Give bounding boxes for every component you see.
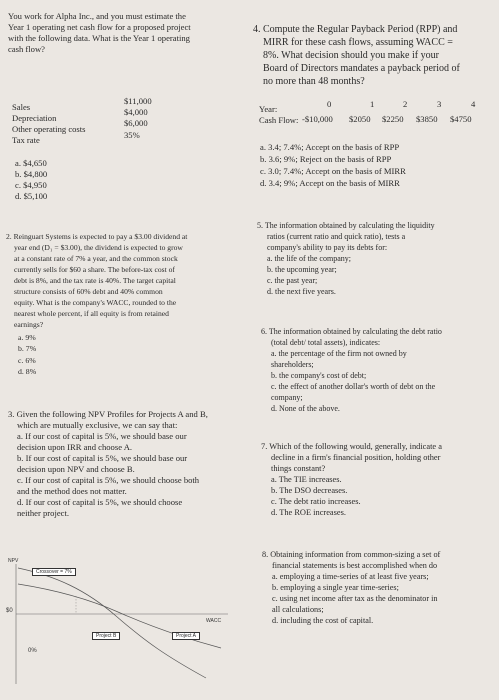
q1-table-label: Other operating costs — [12, 124, 86, 134]
q2-option: d. 8% — [18, 367, 37, 376]
q8-line: c. using net income after tax as the denominator in — [272, 594, 438, 603]
q7-line: b. The DSO decreases. — [271, 486, 348, 495]
q2-option: a. 9% — [18, 333, 36, 342]
crossover-label: Crossover = 7% — [32, 568, 76, 576]
q3-line: which are mutually exclusive, we can say that: — [17, 420, 178, 430]
npv-profile-svg — [6, 556, 234, 696]
q8-line: all calculations; — [272, 605, 324, 614]
q4-option: c. 3.0; 7.4%; Accept on the basis of MIRR — [260, 166, 406, 176]
q5-line: 5. The information obtained by calculating the liquidity — [257, 221, 435, 230]
q4-cf-label: Cash Flow: — [259, 115, 299, 125]
q6-line: b. the company's cost of debt; — [271, 371, 367, 380]
q2-line: 2. Reinguart Systems is expected to pay a $3.00 dividend at — [6, 232, 188, 241]
q4-option: b. 3.6; 9%; Reject on the basis of RPP — [260, 154, 392, 164]
q3-line: decision upon IRR and choose A. — [17, 442, 133, 452]
q7-line: c. The debt ratio increases. — [271, 497, 361, 506]
q4-option: a. 3.4; 7.4%; Accept on the basis of RPP — [260, 142, 400, 152]
q4-cash-flow: $2250 — [382, 114, 404, 124]
q7-line: d. The ROE increases. — [271, 508, 346, 517]
project-a-label: Project A — [172, 632, 200, 640]
q3-line: d. If our cost of capital is 5%, we should choose — [17, 497, 183, 507]
q5-line: ratios (current ratio and quick ratio), tests a — [267, 232, 406, 241]
q1-line: Year 1 operating net cash flow for a proposed project — [8, 22, 191, 32]
q2-line: equity. What is the company's WACC, rounded to the — [14, 298, 177, 307]
q1-option: d. $5,100 — [15, 191, 48, 201]
q1-option: a. $4,650 — [15, 158, 47, 168]
q7-line: things constant? — [271, 464, 326, 473]
q1-table-label: Sales — [12, 102, 31, 112]
q1-line: with the following data. What is the Year 1 operating — [8, 33, 190, 43]
q6-line: 6. The information obtained by calculating the debt ratio — [261, 327, 442, 336]
q6-line: a. the percentage of the firm not owned by — [271, 349, 407, 358]
q5-line: company's ability to pay its debts for: — [267, 243, 388, 252]
project-b-label: Project B — [92, 632, 120, 640]
q7-line: a. The TIE increases. — [271, 475, 342, 484]
q4-year: 1 — [370, 99, 375, 109]
q2-line: structure consists of 60% debt and 40% common — [14, 287, 163, 296]
q4-line: 4. Compute the Regular Payback Period (RPP) and — [253, 24, 458, 35]
q4-cash-flow: $2050 — [349, 114, 371, 124]
q3-line: decision upon NPV and choose B. — [17, 464, 135, 474]
q4-line: 8%. What decision should you make if your — [263, 50, 439, 61]
q4-year: 3 — [437, 99, 442, 109]
q5-line: d. the next five years. — [267, 287, 336, 296]
q2-line: year end (D₁ = $3.00), the dividend is expected to grow — [14, 243, 183, 252]
q4-line: MIRR for these cash flows, assuming WACC = — [263, 37, 453, 48]
q2-line: currently sells for $60 a share. The before-tax cost of — [14, 265, 175, 274]
x-zero-tick: 0% — [28, 648, 37, 654]
q8-line: financial statements is best accomplished when do — [272, 561, 438, 570]
q1-line: You work for Alpha Inc., and you must estimate the — [8, 11, 186, 21]
q4-line: Board of Directors mandates a payback period of — [263, 63, 460, 74]
q1-table-value: $11,000 — [124, 96, 152, 106]
q6-line: company; — [271, 393, 303, 402]
q1-option: b. $4,800 — [15, 169, 48, 179]
q4-year-label: Year: — [259, 104, 278, 114]
q1-table-value: 35% — [124, 130, 140, 140]
q3-line: a. If our cost of capital is 5%, we should base our — [17, 431, 187, 441]
q8-line: d. including the cost of capital. — [272, 616, 374, 625]
q4-cash-flow: $4750 — [450, 114, 472, 124]
q5-line: c. the past year; — [267, 276, 318, 285]
q4-option: d. 3.4; 9%; Accept on the basis of MIRR — [260, 178, 400, 188]
q1-table-value: $6,000 — [124, 118, 148, 128]
q1-table-label: Depreciation — [12, 113, 57, 123]
q6-line: (total debt/ total assets), indicates: — [271, 338, 381, 347]
q3-line: and the method does not matter. — [17, 486, 127, 496]
q4-cash-flow: $3850 — [416, 114, 438, 124]
q2-line: at a constant rate of 7% a year, and the common stock — [14, 254, 178, 263]
q4-year: 2 — [403, 99, 408, 109]
q6-line: d. None of the above. — [271, 404, 340, 413]
npv-profile-diagram — [6, 556, 234, 696]
q1-table-label: Tax rate — [12, 135, 40, 145]
q1-option: c. $4,950 — [15, 180, 47, 190]
q6-line: shareholders; — [271, 360, 314, 369]
npv-axis-label: NPV — [8, 558, 19, 564]
q1-line: cash flow? — [8, 44, 45, 54]
npv-zero-tick: $0 — [6, 608, 13, 614]
q7-line: 7. Which of the following would, generally, indicate a — [261, 442, 442, 451]
q2-line: earnings? — [14, 320, 44, 329]
q7-line: decline in a firm's financial position, holding other — [271, 453, 441, 462]
q3-line: 3. Given the following NPV Profiles for Projects A and B, — [8, 409, 208, 419]
q2-option: b. 7% — [18, 344, 37, 353]
q5-line: b. the upcoming year; — [267, 265, 337, 274]
q3-line: b. If our cost of capital is 5%, we should base our — [17, 453, 188, 463]
q3-line: c. If our cost of capital is 5%, we should choose both — [17, 475, 200, 485]
q4-year: 4 — [471, 99, 476, 109]
q2-line: debt is 8%, and the tax rate is 40%. The target capital — [14, 276, 176, 285]
q2-line: nearest whole percent, if all equity is from retained — [14, 309, 169, 318]
q6-line: c. the effect of another dollar's worth of debt on the — [271, 382, 436, 391]
q8-line: b. employing a single year time-series; — [272, 583, 399, 592]
q4-cash-flow: -$10,000 — [302, 114, 333, 124]
q3-line: neither project. — [17, 508, 70, 518]
q4-line: no more than 48 months? — [263, 76, 365, 87]
q5-line: a. the life of the company; — [267, 254, 351, 263]
q4-year: 0 — [327, 99, 332, 109]
q8-line: a. employing a time-series of at least five years; — [272, 572, 429, 581]
q1-table-value: $4,000 — [124, 107, 148, 117]
q8-line: 8. Obtaining information from common-sizing a set of — [262, 550, 441, 559]
project-b-curve — [18, 568, 206, 678]
q2-option: c. 6% — [18, 356, 36, 365]
wacc-axis-label: WACC — [206, 618, 222, 624]
